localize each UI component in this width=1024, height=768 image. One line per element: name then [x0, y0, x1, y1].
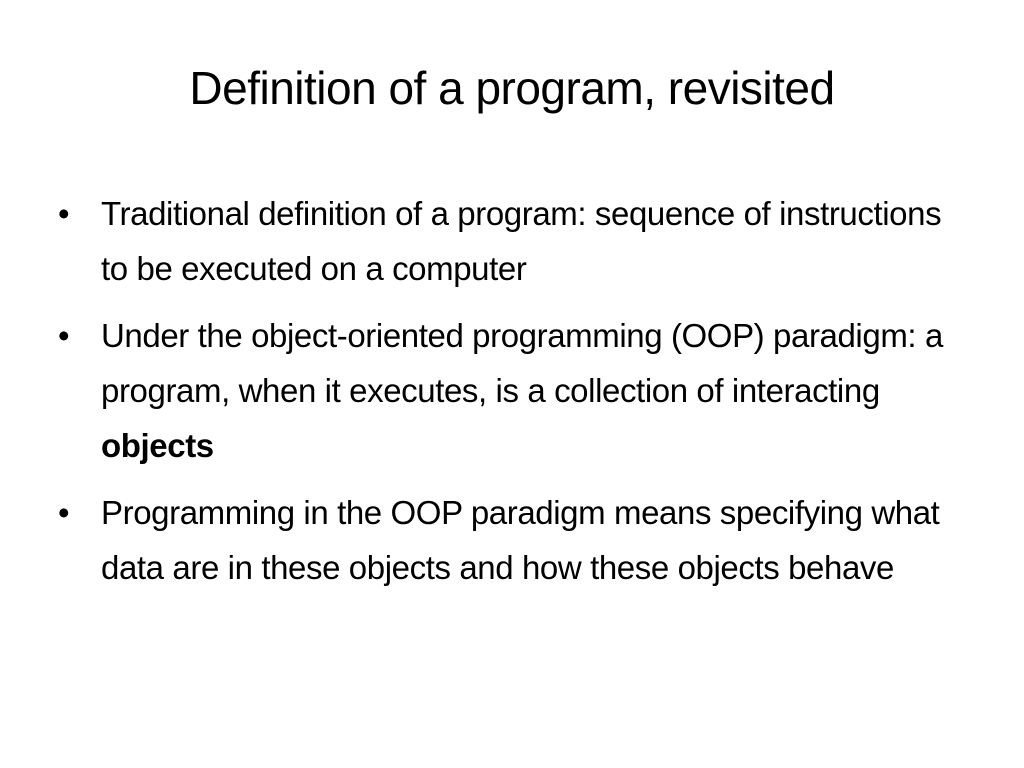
slide-title: Definition of a program, revisited	[189, 62, 835, 114]
bullet-item	[58, 186, 968, 296]
bullet-text: Programming in the OOP paradigm means specifying what data are in these objects and how these objects behave	[101, 494, 940, 586]
bullet-icon: •	[58, 195, 70, 232]
bullet-item	[58, 485, 968, 595]
bullet-text: Traditional definition of a program: sequence of instructions to be executed on a computer	[101, 195, 942, 287]
bullet-item	[58, 308, 968, 473]
bullet-text: Under the object-oriented programming (OOP) paradigm: a program, when it executes, is a collection of interacting	[101, 317, 943, 409]
bullet-icon: •	[58, 317, 70, 354]
bullet-icon: •	[58, 494, 70, 531]
bullet-emphasis: objects	[101, 427, 214, 464]
bullet-list	[58, 186, 968, 607]
